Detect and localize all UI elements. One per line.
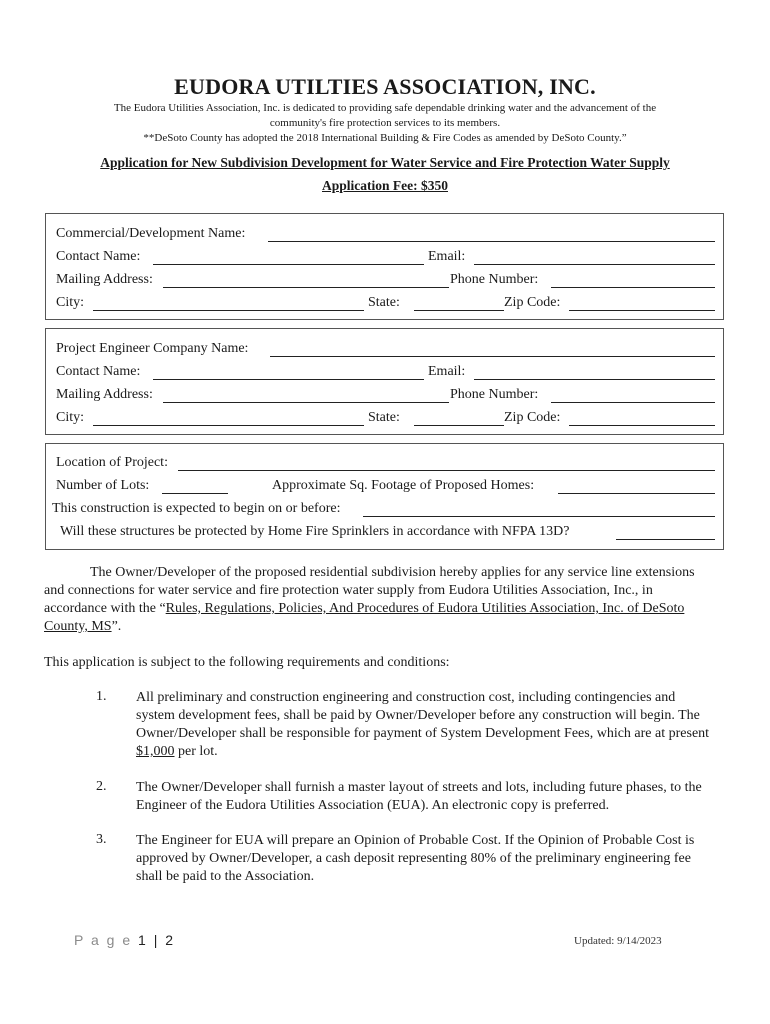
requirement-3-text [136,832,756,886]
requirement-2-line-1: The Owner/Developer shall furnish a master layout of streets and lots, including future phases, to the [136,780,702,795]
developer-contact-field[interactable] [153,264,424,265]
engineer-city-label: City: [56,410,85,425]
home-sqft-label: Approximate Sq. Footage of Proposed Homes: [272,478,535,493]
development-name-row [56,226,713,244]
engineer-zip-field[interactable] [569,425,715,426]
intro-line-2: and connections for water service and fire protection water supply from Eudora Utilities Association, Inc., in [44,583,653,598]
organization-title: EUDORA UTILTIES ASSOCIATION, INC. [174,74,596,99]
application-title: Application for New Subdivision Development for Water Service and Fire Protection Water Supply [100,155,670,170]
developer-contact-row [56,249,713,267]
requirement-3-line-2: approved by Owner/Developer, a cash deposit representing 80% of the preliminary engineering fee [136,851,691,866]
developer-city-field[interactable] [93,310,364,311]
requirement-1-text [136,689,756,761]
developer-info-box [45,213,724,320]
number-of-lots-label: Number of Lots: [56,478,150,493]
application-fee: Application Fee: $350 [322,178,448,193]
engineer-address-field[interactable] [163,402,449,403]
developer-contact-label: Contact Name: [56,249,141,264]
intro-line-3 [44,600,754,618]
updated-date: Updated: 9/14/2023 [574,935,662,947]
requirement-1-number: 1. [96,689,107,704]
developer-address-row [56,272,713,290]
engineer-contact-label: Contact Name: [56,364,141,379]
intro-line-4-suffix: ”. [111,619,122,634]
engineer-phone-field[interactable] [551,402,715,403]
engineer-email-field[interactable] [474,379,715,380]
developer-state-label: State: [368,295,400,310]
intro-line-1: The Owner/Developer of the proposed residential subdivision hereby applies for any service line extensions [90,565,695,580]
fire-sprinkler-row [56,524,713,542]
lots-sqft-row [56,478,713,496]
requirement-2-text [136,779,756,815]
engineer-phone-label: Phone Number: [450,387,539,402]
requirement-3-line-1: The Engineer for EUA will prepare an Opinion of Probable Cost. If the Opinion of Probable Cost is [136,833,695,848]
development-fee-amount: $1,000 [136,744,175,759]
developer-state-field[interactable] [414,310,504,311]
requirement-2-number: 2. [96,779,107,794]
intro-line-4 [44,618,754,636]
fire-sprinkler-label: Will these structures be protected by Home Fire Sprinklers in accordance with NFPA 13D? [60,524,570,539]
developer-address-field[interactable] [163,287,449,288]
intro-paragraph [44,564,754,636]
development-fee-suffix: per lot. [174,744,218,759]
construction-start-label: This construction is expected to begin on or before: [52,501,341,516]
developer-zip-field[interactable] [569,310,715,311]
engineer-email-label: Email: [428,364,466,379]
requirement-3-number: 3. [96,832,107,847]
engineer-state-field[interactable] [414,425,504,426]
developer-city-label: City: [56,295,85,310]
developer-address-label: Mailing Address: [56,272,153,287]
mission-line-1: The Eudora Utilities Association, Inc. is dedicated to providing safe dependable drinking water and the advancement of the [113,102,657,114]
developer-zip-label: Zip Code: [504,295,561,310]
home-sqft-field[interactable] [558,493,715,494]
mission-line-2: community's fire protection services to its members. [269,117,501,129]
developer-email-label: Email: [428,249,466,264]
project-info-box [45,443,724,550]
current-page: 1 [138,932,148,948]
developer-phone-label: Phone Number: [450,272,539,287]
project-location-field[interactable] [178,470,715,471]
engineer-contact-field[interactable] [153,379,424,380]
intro-line-3-prefix: accordance with the “ [44,601,166,616]
development-name-label: Commercial/Development Name: [56,226,246,241]
development-name-field[interactable] [268,241,715,242]
rules-document-link-cont[interactable]: County, MS [44,619,112,634]
engineer-company-row [56,341,713,359]
engineer-info-box [45,328,724,435]
engineer-contact-row [56,364,713,382]
requirements-intro: This application is subject to the following requirements and conditions: [44,655,450,670]
rules-document-link[interactable]: Rules, Regulations, Policies, And Procedures of Eudora Utilities Association, Inc. of DeSoto [165,601,685,616]
engineer-company-field[interactable] [270,356,715,357]
engineer-city-field[interactable] [93,425,364,426]
requirement-1-line-2: system development fees, shall be paid by Owner/Developer before any construction will begin. The [136,708,700,723]
page-number-footer [74,932,175,948]
developer-email-field[interactable] [474,264,715,265]
engineer-address-row [56,387,713,405]
engineer-state-label: State: [368,410,400,425]
number-of-lots-field[interactable] [162,493,228,494]
fire-sprinkler-field[interactable] [616,539,715,540]
engineer-address-label: Mailing Address: [56,387,153,402]
requirement-2-line-2: Engineer of the Eudora Utilities Association (EUA). An electronic copy is preferred. [136,798,610,813]
page-separator: | [153,932,160,948]
developer-city-row [56,295,713,313]
code-adoption-note: **DeSoto County has adopted the 2018 International Building & Fire Codes as amended by DeSoto County.” [143,132,627,144]
engineer-company-label: Project Engineer Company Name: [56,341,249,356]
engineer-city-row [56,410,713,428]
project-location-label: Location of Project: [56,455,168,470]
requirement-1-line-3: Owner/Developer shall be responsible for payment of System Development Fees, which are at present [136,726,710,741]
total-pages: 2 [165,932,176,948]
requirement-1-line-1: All preliminary and construction engineering and construction cost, including contingencies and [136,690,676,705]
requirement-1-line-4 [136,743,756,761]
developer-phone-field[interactable] [551,287,715,288]
engineer-zip-label: Zip Code: [504,410,561,425]
page-word: P a g e [74,932,133,948]
project-location-row [56,455,713,473]
construction-start-row [52,501,713,519]
construction-start-field[interactable] [363,516,715,517]
requirement-3-line-3: shall be paid to the Association. [136,869,315,884]
